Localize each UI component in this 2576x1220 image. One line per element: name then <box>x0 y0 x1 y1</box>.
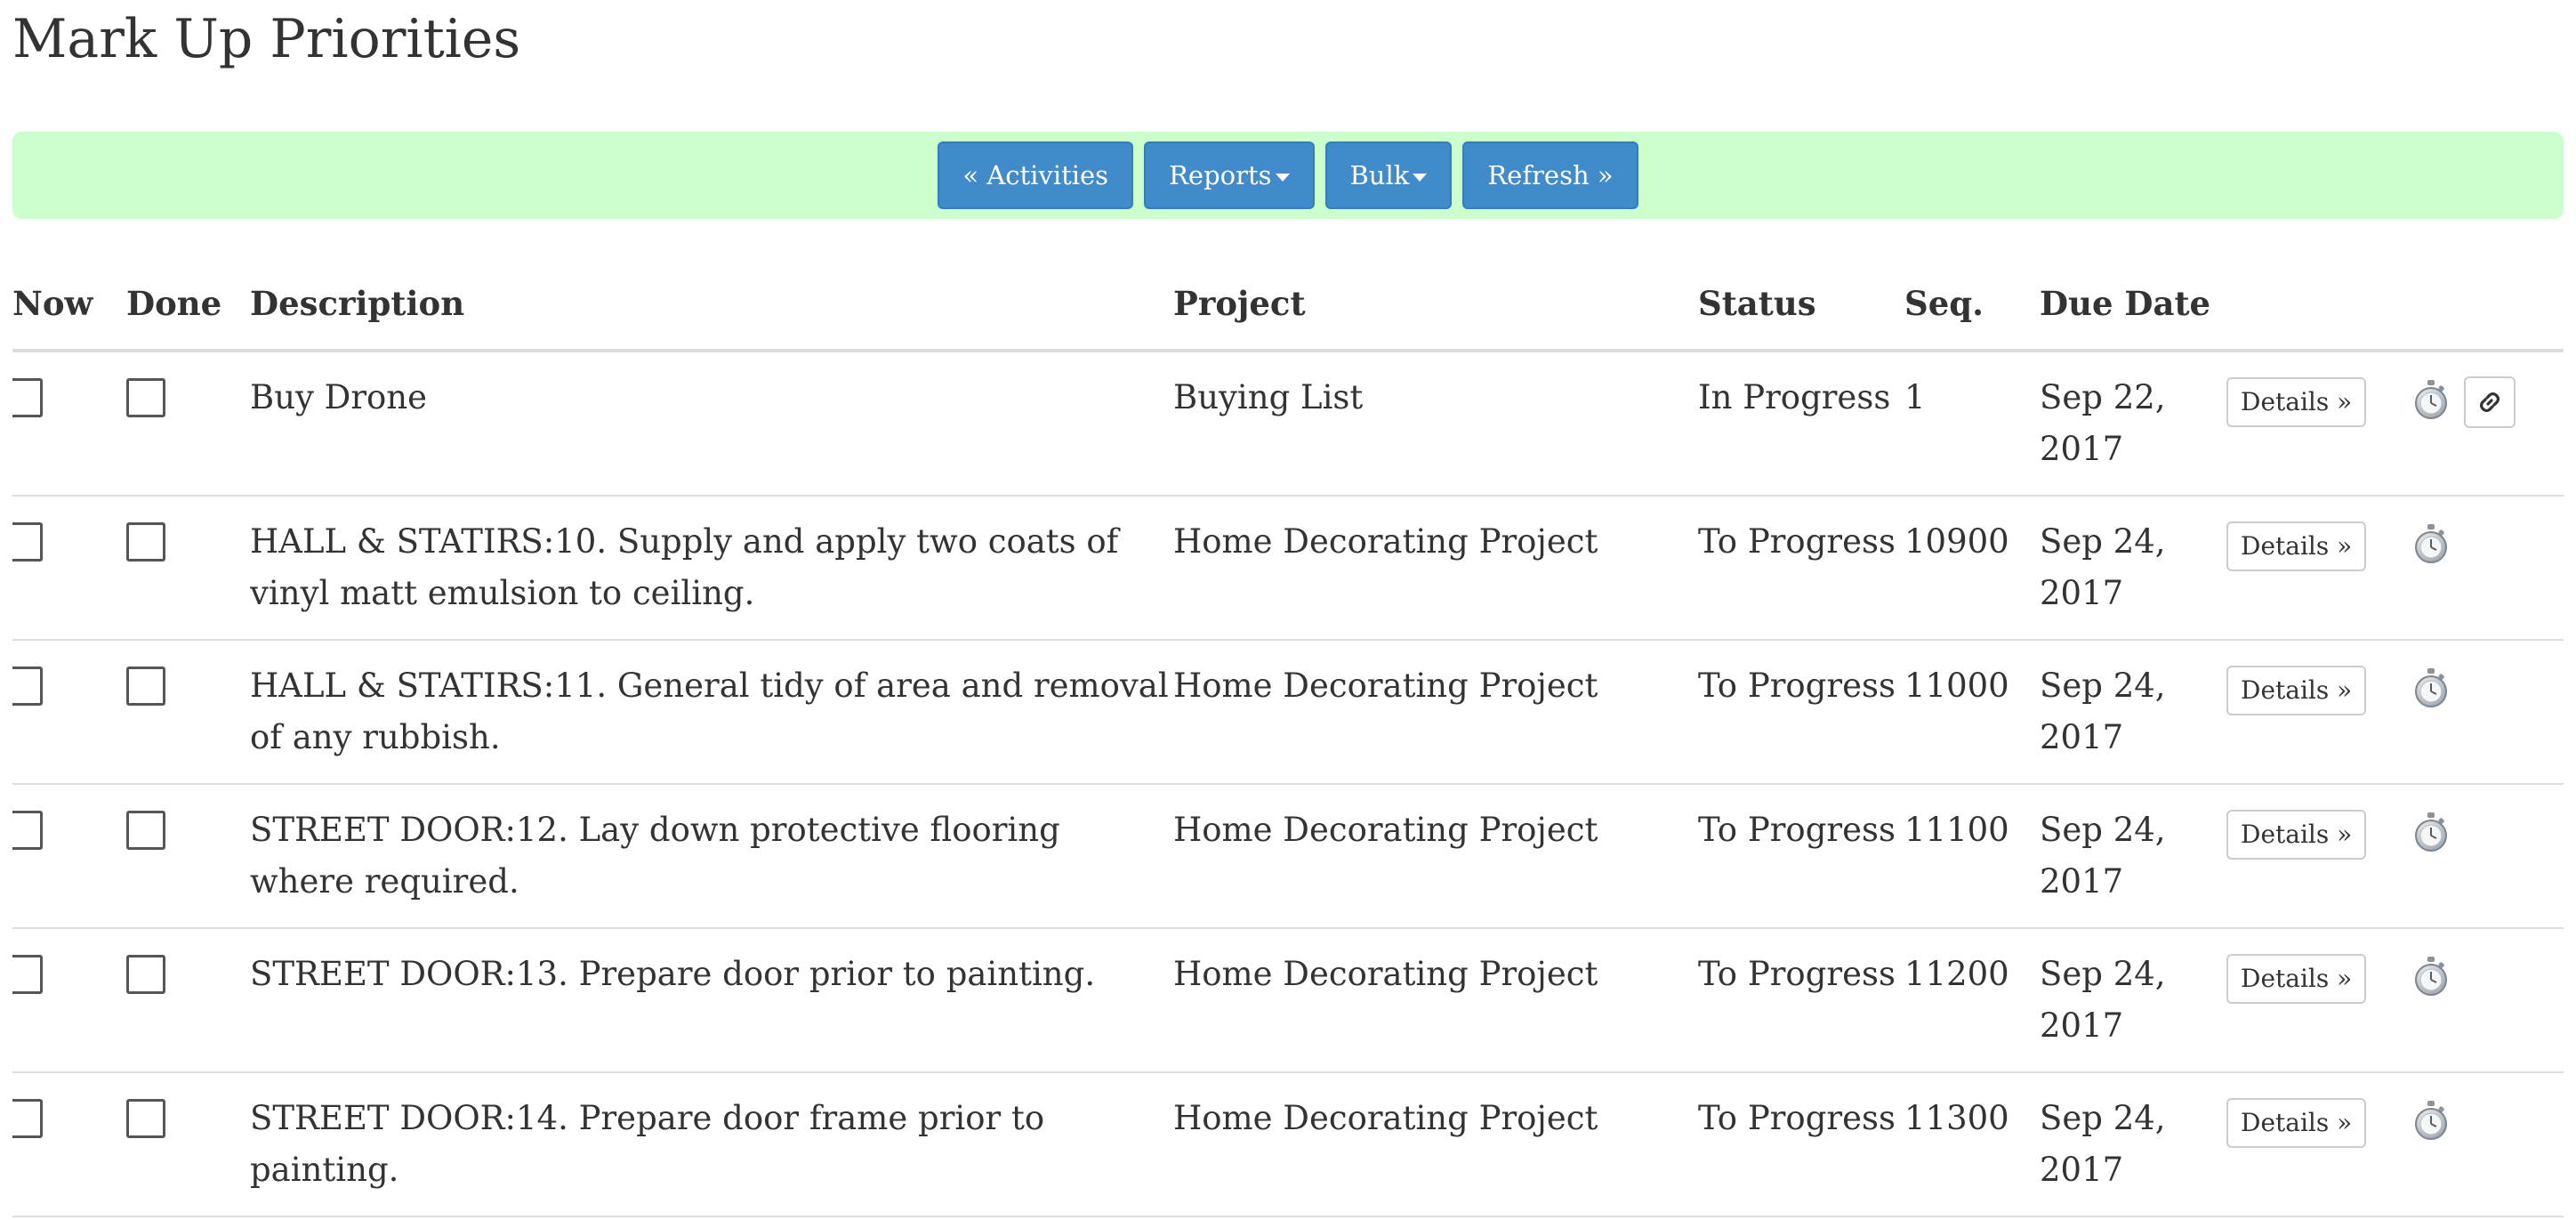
status-cell: To Progress <box>1698 496 1904 640</box>
now-cell <box>12 784 126 928</box>
link-cell <box>2464 351 2564 496</box>
done-cell <box>126 1072 250 1216</box>
stopwatch-icon[interactable] <box>2412 1100 2450 1156</box>
project-cell: Home Decorating Project <box>1173 784 1698 928</box>
timer-cell <box>2402 1072 2464 1216</box>
done-checkbox[interactable] <box>126 522 165 562</box>
now-checkbox[interactable] <box>12 811 43 850</box>
seq-cell: 11200 <box>1904 928 2040 1072</box>
details-button[interactable]: Details » <box>2226 1098 2366 1148</box>
activities-button[interactable] <box>938 141 1133 209</box>
now-checkbox[interactable] <box>12 1099 43 1138</box>
due-date-cell: Sep 22, 2017 <box>2040 351 2226 496</box>
done-cell <box>126 640 250 784</box>
table-body <box>12 351 2564 1216</box>
table-row <box>12 1072 2564 1216</box>
done-cell <box>126 496 250 640</box>
stopwatch-icon[interactable] <box>2412 956 2450 1012</box>
details-cell <box>2226 351 2402 496</box>
link-icon[interactable] <box>2464 376 2516 428</box>
toolbar <box>12 132 2564 219</box>
refresh-button-label: Refresh » <box>1487 160 1614 190</box>
header-project: Project <box>1173 233 1698 351</box>
now-cell <box>12 1072 126 1216</box>
done-checkbox[interactable] <box>126 378 165 417</box>
table-row <box>12 496 2564 640</box>
due-date-cell: Sep 24, 2017 <box>2040 1072 2226 1216</box>
timer-cell <box>2402 784 2464 928</box>
project-cell: Home Decorating Project <box>1173 1072 1698 1216</box>
now-cell <box>12 640 126 784</box>
stopwatch-icon[interactable] <box>2412 523 2450 579</box>
activities-button-label: « Activities <box>962 160 1109 190</box>
seq-cell: 1 <box>1904 351 2040 496</box>
due-date-cell: Sep 24, 2017 <box>2040 496 2226 640</box>
priorities-table <box>12 233 2564 1217</box>
description-cell: STREET DOOR:14. Prepare door frame prior to painting. <box>250 1072 1173 1216</box>
refresh-button[interactable] <box>1462 141 1638 209</box>
now-checkbox[interactable] <box>12 667 43 706</box>
seq-cell: 11100 <box>1904 784 2040 928</box>
project-cell: Buying List <box>1173 351 1698 496</box>
link-cell <box>2464 496 2564 640</box>
header-link <box>2464 233 2564 351</box>
status-cell: To Progress <box>1698 784 1904 928</box>
project-cell: Home Decorating Project <box>1173 928 1698 1072</box>
header-description: Description <box>250 233 1173 351</box>
status-cell: To Progress <box>1698 1072 1904 1216</box>
timer-cell <box>2402 928 2464 1072</box>
now-cell <box>12 928 126 1072</box>
header-now: Now <box>12 233 126 351</box>
stopwatch-icon[interactable] <box>2412 667 2450 723</box>
bulk-dropdown-button[interactable] <box>1325 141 1453 209</box>
table-header-row <box>12 233 2564 351</box>
now-checkbox[interactable] <box>12 378 43 417</box>
done-cell <box>126 784 250 928</box>
details-cell <box>2226 640 2402 784</box>
page-title: Mark Up Priorities <box>12 8 521 70</box>
now-checkbox[interactable] <box>12 522 43 562</box>
description-cell: Buy Drone <box>250 351 1173 496</box>
details-cell <box>2226 496 2402 640</box>
now-cell <box>12 496 126 640</box>
details-button[interactable]: Details » <box>2226 810 2366 860</box>
description-cell: STREET DOOR:12. Lay down protective flooring where required. <box>250 784 1173 928</box>
seq-cell: 11000 <box>1904 640 2040 784</box>
details-cell <box>2226 1072 2402 1216</box>
header-due-date: Due Date <box>2040 233 2226 351</box>
done-cell <box>126 928 250 1072</box>
done-checkbox[interactable] <box>126 955 165 994</box>
due-date-cell: Sep 24, 2017 <box>2040 640 2226 784</box>
now-cell <box>12 351 126 496</box>
due-date-cell: Sep 24, 2017 <box>2040 784 2226 928</box>
header-seq: Seq. <box>1904 233 2040 351</box>
table-row <box>12 784 2564 928</box>
description-cell: HALL & STATIRS:11. General tidy of area and removal of any rubbish. <box>250 640 1173 784</box>
due-date-cell: Sep 24, 2017 <box>2040 928 2226 1072</box>
bulk-button-label: Bulk <box>1349 160 1410 190</box>
table-row <box>12 640 2564 784</box>
done-checkbox[interactable] <box>126 667 165 706</box>
table-row <box>12 928 2564 1072</box>
details-button[interactable]: Details » <box>2226 377 2366 427</box>
seq-cell: 11300 <box>1904 1072 2040 1216</box>
stopwatch-icon[interactable] <box>2412 812 2450 868</box>
details-button[interactable]: Details » <box>2226 954 2366 1004</box>
project-cell: Home Decorating Project <box>1173 640 1698 784</box>
link-cell <box>2464 1072 2564 1216</box>
status-cell: In Progress <box>1698 351 1904 496</box>
details-cell <box>2226 784 2402 928</box>
header-details <box>2226 233 2402 351</box>
description-cell: HALL & STATIRS:10. Supply and apply two coats of vinyl matt emulsion to ceiling. <box>250 496 1173 640</box>
seq-cell: 10900 <box>1904 496 2040 640</box>
reports-dropdown-button[interactable] <box>1144 141 1314 209</box>
caret-down-icon <box>1413 174 1427 182</box>
link-cell <box>2464 784 2564 928</box>
reports-button-label: Reports <box>1169 160 1272 190</box>
header-done: Done <box>126 233 250 351</box>
caret-down-icon <box>1276 174 1290 182</box>
status-cell: To Progress <box>1698 928 1904 1072</box>
table-row <box>12 351 2564 496</box>
timer-cell <box>2402 351 2464 496</box>
done-checkbox[interactable] <box>126 1099 165 1138</box>
status-cell: To Progress <box>1698 640 1904 784</box>
link-cell <box>2464 640 2564 784</box>
done-cell <box>126 351 250 496</box>
description-cell: STREET DOOR:13. Prepare door prior to painting. <box>250 928 1173 1072</box>
header-timer <box>2402 233 2464 351</box>
timer-cell <box>2402 640 2464 784</box>
link-cell <box>2464 928 2564 1072</box>
stopwatch-icon[interactable] <box>2412 379 2450 435</box>
details-button[interactable]: Details » <box>2226 666 2366 715</box>
header-status: Status <box>1698 233 1904 351</box>
done-checkbox[interactable] <box>126 811 165 850</box>
project-cell: Home Decorating Project <box>1173 496 1698 640</box>
details-cell <box>2226 928 2402 1072</box>
timer-cell <box>2402 496 2464 640</box>
now-checkbox[interactable] <box>12 955 43 994</box>
details-button[interactable]: Details » <box>2226 521 2366 571</box>
